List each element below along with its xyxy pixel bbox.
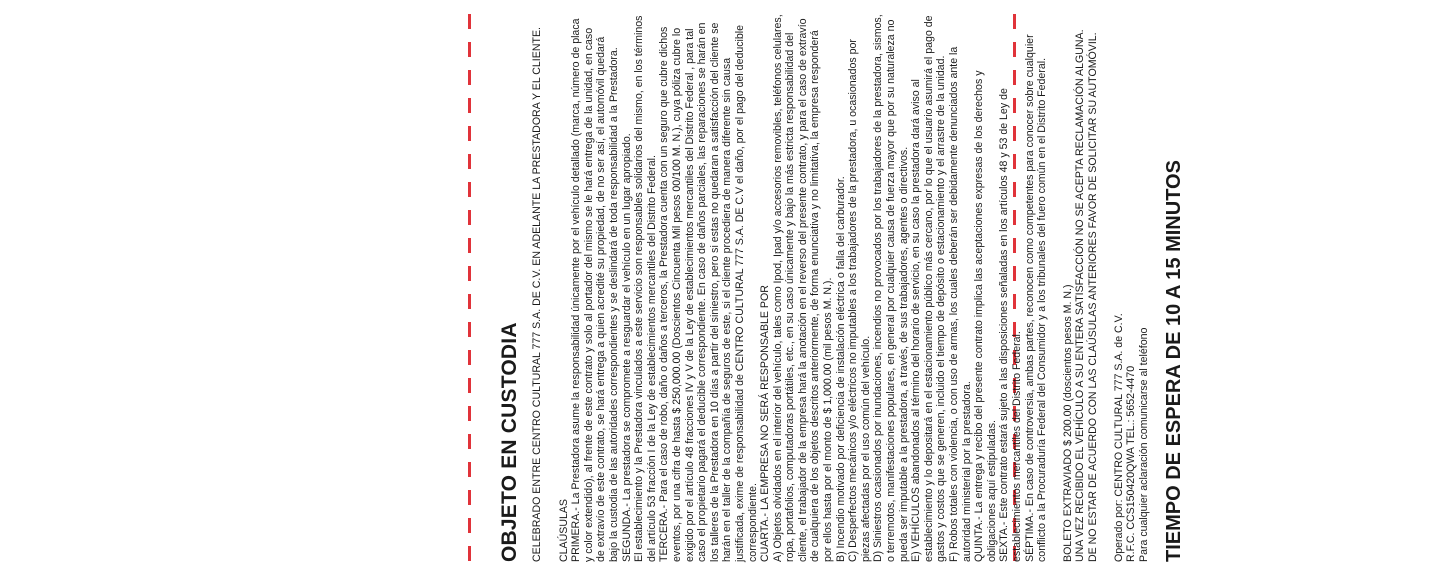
clause-cuarta-e: E) VEHÍCULOS abandonados al término del horario de servicio, en su caso la prestadora dará aviso al establecimiento y lo depositará en el estacionamiento público más cercano, por lo que el usuario asumirá el pago de gastos y costos que se generen, incluido el tiempo de depósito o estacionamiento y el arrastre de la unidad.: [910, 15, 948, 562]
clause-cuarta-c: C) Desperfectos mecánicos y/o eléctricos no imputables a los trabajadores de la prestadora, u ocasionados por piezas afectadas por el uso común del vehículo.: [847, 39, 872, 562]
cut-line-dash: [468, 462, 471, 477]
no-claims-notice: UNA VEZ RECIBIDO EL VEHÍCULO A SU ENTERA SATISFACCIÓN NO SE ACEPTA RECLAMACIÓN ALGUNA.: [1074, 29, 1087, 562]
cut-line-dash: [468, 518, 471, 533]
clause-cuarta: CUARTA.- LA EMPRESA NO SERÁ RESPONSABLE POR: [759, 285, 772, 562]
cut-line-dash: [468, 182, 471, 197]
ticket-footer: [1062, 14, 1100, 562]
cut-line-dash: [468, 14, 471, 29]
operator-info: [1113, 14, 1151, 562]
custody-ticket: [498, 14, 1388, 562]
ticket-intro: CELEBRADO ENTRE CENTRO CULTURAL 777 S.A. DE C.V. EN ADELANTE LA PRESTADORA Y EL CLIENTE.: [531, 27, 543, 562]
cut-line-dash: [468, 322, 471, 337]
cut-line-dash: [468, 490, 471, 505]
cut-line-dash: [468, 70, 471, 85]
cut-line-dash: [468, 238, 471, 253]
cut-line-dash: [468, 378, 471, 393]
cut-line-left: [468, 14, 471, 562]
clauses-list: [570, 14, 1049, 562]
cut-line-dash: [468, 434, 471, 449]
wait-time-notice: TIEMPO DE ESPERA DE 10 A 15 MINUTOS: [1163, 160, 1186, 562]
cut-line-dash: [468, 42, 471, 57]
cut-line-dash: [468, 350, 471, 365]
clauses-heading: CLAÚSULAS: [557, 499, 570, 562]
clause-cuarta-a: A) Objetos olvidados en el interior del vehículo, tales como Ipod, Ipad y/o accesorios removibles, teléfonos celulares, ropa, portafolios, computadoras portátiles, etc., en su caso únicamente y bajo la más estricta responsabilidad del cliente, el trabajador de la empresa hará la anotación en el reverso del presente contrato, y para el caso de extravío de cualquiera de los objetos descritos anteriormente, de forma enunciativa y no limitativa, la empresa responderá por ellos hasta por el monto de $ 1,000.00 (mil pesos M. N.).: [771, 14, 835, 562]
clause-tercera: TERCERA.- Para el caso de robo, daño o daños a terceros, la Prestadora cuenta con un seguro que cubre dichos eventos, por una cifra de hasta $ 250,000.00 (Doscientos Cincuenta Mil pesos 00/100 M. N.), cuya póliza cubre lo exigido por el artículo 48 fracciones IV y V de la Ley de establecimientos mercantiles del Distrito Federal , para tal caso el propietario pagará el deducible correspondiente. En caso de daños parciales, las reparaciones se harán en los talleres de la Prestadora en 10 días a partir del siniestro, pero si estas no quedaran a satisfacción del cliente se harán en el taller de la compañía de seguros de este, si el cliente procediera de manera diferente sin causa justificada, exime de responsabilidad de CENTRO CULTURAL 777 S.A. DE C.V el daño, por el pago del deducible correspondiente.: [658, 22, 759, 562]
cut-line-dash: [468, 98, 471, 113]
cut-line-dash: [468, 546, 471, 561]
clause-primera: PRIMERA.- La Prestadora asume la responsabilidad únicamente por el vehículo detallado (marca, número de placa y color extendido), al frente de este contrato y solo al portador del mismo se le hará entrega de la unidad, en caso de extravío de este contrato, se hará entrega a quien acredité su propiedad, de no ser así, el automóvil quedará bajo la custodia de las autoridades correspondientes y se deslindará de toda responsabilidad a la Prestadora.: [570, 18, 620, 562]
lost-ticket-fee: BOLETO EXTRAVIADO $ 200.00 (doscientos pesos M. N.): [1061, 284, 1074, 562]
clause-segunda-b: El establecimiento y la Prestadora vinculados a este servicio son responsables solidarios del mismo, en los términos del artículo 53 fracción I de la Ley de establecimientos mercantiles del Distrito Federal.: [633, 15, 658, 562]
cut-line-dash: [468, 406, 471, 421]
clause-segunda: SEGUNDA.- La prestadora se compromete a resguardar el vehículo en un lugar apropiado.: [620, 133, 633, 562]
operator-contact: Para cualquier aclaración comunicarse al teléfono: [1137, 327, 1150, 562]
disagreement-notice: DE NO ESTAR DE ACUERDO CON LAS CLAÚSULAS ANTERIORES FAVOR DE SOLICITAR SU AUTOMÓVIL.: [1086, 32, 1099, 562]
operator-rfc-phone: R.F.C. CCS150420QWA TEL.: 5652-4470: [1125, 365, 1138, 562]
clause-cuarta-b: B) Incendio motivado por deficiencia de instalación eléctrica o falla del carburador.: [834, 176, 847, 562]
cut-line-dash: [468, 210, 471, 225]
ticket-title: OBJETO EN CUSTODIA: [498, 322, 521, 562]
cut-line-dash: [468, 266, 471, 281]
cut-line-dash: [468, 294, 471, 309]
operator-name: Operado por: CENTRO CULTURAL 777 S.A. de C.V.: [1112, 313, 1125, 562]
cut-line-dash: [468, 154, 471, 169]
clause-cuarta-d: D) Siniestros ocasionados por inundaciones, incendios no provocados por los trabajadores de la prestadora, sismos, o terremotos, manifestaciones populares, en general por cualquier causa de fuerza mayor que por su naturaleza no pueda ser imputable a la prestadora, a través, de sus trabajadores, agentes o directivos.: [872, 14, 910, 562]
cut-line-dash: [468, 126, 471, 141]
clause-sexta: SEXTA.- Este contrato estará sujeto a las disposiciones señaladas en los artículos 48 y 53 de Ley de establecimientos mercantiles del Distrito Federal.: [998, 88, 1023, 562]
clause-cuarta-f: F) Robos totales con violencia, o con uso de armas, los cuales deberán ser debidamente denunciados ante la autoridad ministerial por la prestadora.: [948, 46, 973, 562]
clause-quinta: QUINTA.- La entrega y recibo del presente contrato implica las aceptaciones expresas de los derechos y obligaciones aquí estipuladas.: [973, 70, 998, 562]
clause-septima: SÉPTIMA.- En caso de controversia, ambas partes, reconocen como competentes para conocer sobre cualquier conflicto a la Procuraduría Federal del Consumidor y a los tribunales del fuero común en el Distrito Federal.: [1023, 34, 1049, 562]
